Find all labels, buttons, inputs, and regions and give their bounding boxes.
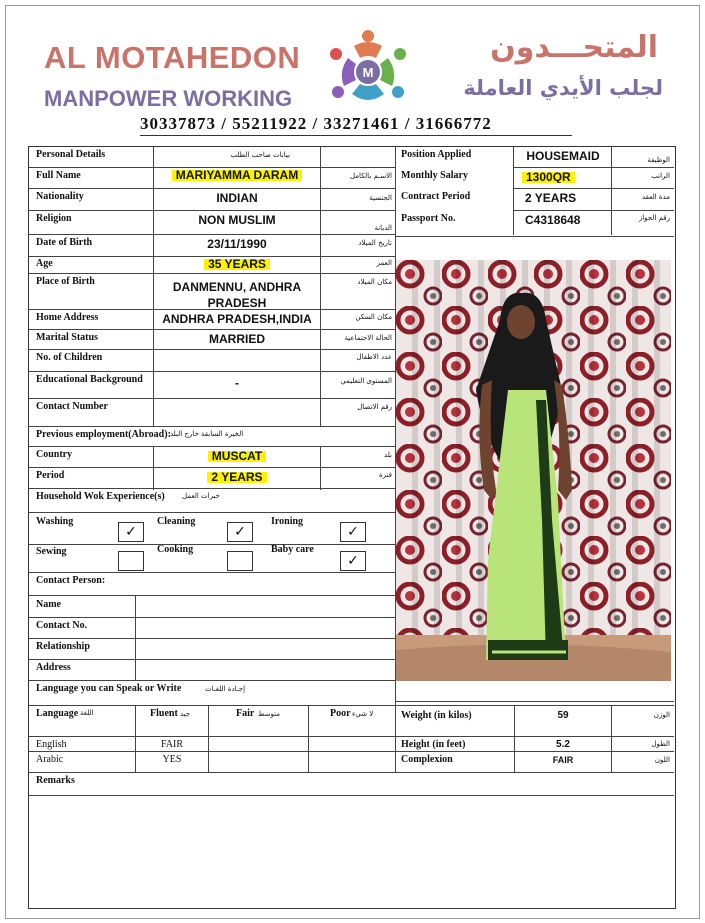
grid-line — [513, 210, 674, 211]
height-label: Height (in feet) — [401, 739, 466, 750]
svg-text:M: M — [362, 65, 374, 80]
grid-line — [208, 705, 209, 772]
grid-line — [320, 147, 321, 427]
skill-sewing-label: Sewing — [36, 546, 67, 557]
grid-line — [153, 446, 154, 490]
dob-value: 23/11/1990 — [207, 239, 267, 250]
position-value: HOUSEMAID — [526, 151, 600, 162]
skill-ironing-label: Ironing — [271, 516, 304, 527]
contact-number-label: Contact Number — [36, 401, 108, 412]
company-logo-icon — [318, 28, 418, 112]
age-value: 35 YEARS — [155, 259, 319, 270]
contract-label: Contract Period — [401, 191, 471, 202]
religion-value: NON MUSLIM — [198, 215, 276, 226]
education-value: - — [235, 378, 239, 389]
grid-line — [29, 467, 395, 468]
arabic-brand-name: المتحـــدون — [490, 30, 658, 65]
full-name-value: MARIYAMMA DARAM — [155, 170, 319, 181]
personal-details-ar: بيانات صاحب الطلب — [230, 151, 290, 159]
passport-label: Passport No. — [401, 213, 456, 224]
grid-line — [29, 595, 395, 596]
contract-ar: مدة العقد — [642, 193, 670, 201]
dob-label: Date of Birth — [36, 237, 93, 248]
weight-value: 59 — [557, 710, 569, 721]
pob-value: DANMENNU, ANDHRA PRADESH — [172, 280, 302, 310]
remarks-label: Remarks — [36, 775, 75, 786]
grid-line — [29, 188, 395, 189]
skill-babycare-label: Baby care — [271, 544, 314, 555]
position-ar: الوظيفة — [647, 156, 670, 164]
grid-line — [396, 701, 674, 702]
religion-ar: الديانة — [374, 224, 392, 232]
grid-line — [29, 772, 674, 773]
marital-status-ar: الحالة الاجتماعية — [344, 334, 392, 342]
grid-line — [320, 446, 321, 490]
lang-col-fluent-ar: جيد — [180, 710, 191, 718]
period-value: 2 YEARS — [155, 472, 319, 483]
brand-name: AL MOTAHEDON — [44, 40, 301, 75]
grid-line — [29, 273, 395, 274]
grid-line — [29, 398, 395, 399]
religion-label: Religion — [36, 213, 72, 224]
skill-cleaning-checkbox[interactable]: ✓ — [227, 522, 253, 542]
country-ar: بلد — [384, 451, 392, 459]
weight-ar: الوزن — [653, 711, 670, 719]
brand-subtitle: MANPOWER WORKING — [44, 86, 293, 111]
contact-row-address: Address — [36, 662, 71, 673]
education-label: Educational Background — [36, 374, 143, 385]
full-name-label: Full Name — [36, 170, 81, 181]
skill-cleaning-label: Cleaning — [157, 516, 196, 527]
home-address-ar: مكان السكن — [355, 313, 392, 321]
lang-english-label: English — [36, 739, 67, 750]
lang-col-fair-ar: متوسط — [258, 710, 280, 718]
salary-value: 1300QR — [522, 172, 602, 183]
dob-ar: تاريخ الميلاد — [358, 239, 392, 247]
grid-line — [29, 167, 395, 168]
grid-line — [29, 638, 395, 639]
lang-arabic-label: Arabic — [36, 754, 64, 765]
contact-number-ar: رقم الاتصال — [357, 403, 392, 411]
grid-line — [396, 236, 674, 237]
skill-washing-checkbox[interactable]: ✓ — [118, 522, 144, 542]
grid-line — [513, 188, 674, 189]
grid-line — [611, 147, 612, 235]
grid-line — [29, 234, 395, 235]
lang-english-fluent: FAIR — [160, 739, 184, 750]
lang-col-language-ar: اللغة — [80, 709, 94, 717]
grid-line — [29, 426, 395, 427]
nationality-value: INDIAN — [216, 193, 258, 204]
period-ar: فترة — [379, 471, 392, 479]
grid-line — [29, 446, 395, 447]
salary-ar: الراتب — [651, 172, 670, 180]
complexion-value: FAIR — [552, 755, 574, 765]
contact-row-relationship: Relationship — [36, 641, 90, 652]
contract-value: 2 YEARS — [525, 193, 577, 204]
prev-employment-label: Previous employment(Abroad): — [36, 429, 171, 440]
grid-line — [29, 751, 674, 752]
grid-line — [29, 705, 674, 706]
grid-line — [29, 371, 395, 372]
grid-line — [29, 617, 395, 618]
personal-details-label: Personal Details — [36, 149, 106, 160]
skill-cooking-label: Cooking — [157, 544, 194, 555]
passport-value: C4318648 — [525, 215, 581, 226]
height-value: 5.2 — [556, 739, 570, 750]
grid-line — [513, 167, 674, 168]
pob-label: Place of Birth — [36, 276, 95, 287]
children-label: No. of Children — [36, 352, 103, 363]
complexion-ar: اللون — [654, 756, 670, 764]
contact-person-label: Contact Person: — [36, 575, 106, 586]
grid-line — [29, 349, 395, 350]
prev-employment-ar: الخبرة السابقة خارج البلد — [170, 430, 244, 438]
passport-ar: رقم الجواز — [638, 214, 670, 222]
age-label: Age — [36, 258, 53, 269]
language-head-ar: إجـادة اللغـات — [205, 685, 246, 693]
grid-line — [29, 572, 395, 573]
skill-washing-label: Washing — [36, 516, 74, 527]
age-ar: العمر — [376, 259, 392, 267]
grid-line — [29, 680, 395, 681]
lang-col-language: Language — [36, 708, 79, 719]
grid-line — [29, 512, 395, 513]
grid-line — [29, 329, 395, 330]
home-address-value: ANDHRA PRADESH,INDIA — [162, 314, 312, 325]
contact-row-name: Name — [36, 599, 61, 610]
phone-numbers: 30337873 / 55211922 / 33271461 / 31666772 — [140, 114, 572, 136]
grid-line — [29, 659, 395, 660]
grid-line — [153, 147, 154, 427]
skill-babycare-checkbox[interactable]: ✓ — [340, 551, 366, 571]
contact-row-number: Contact No. — [36, 620, 88, 631]
arabic-brand-subtitle: لجلب الأيدي العاملة — [463, 76, 663, 100]
grid-line — [395, 705, 396, 772]
grid-line — [29, 736, 674, 737]
grid-line — [135, 595, 136, 681]
complexion-label: Complexion — [401, 754, 453, 765]
pob-ar: مكان الميلاد — [357, 278, 392, 286]
lang-col-fair: Fair — [236, 708, 255, 719]
full-name-ar: الاسـم بالكامل — [350, 172, 392, 180]
position-label: Position Applied — [401, 149, 472, 160]
grid-line — [29, 795, 674, 796]
letterhead — [0, 0, 705, 140]
skill-sewing-checkbox[interactable] — [118, 551, 144, 571]
skill-ironing-checkbox[interactable]: ✓ — [340, 522, 366, 542]
grid-line — [611, 705, 612, 772]
grid-line — [29, 488, 395, 489]
language-head-label: Language you can Speak or Write — [36, 683, 182, 694]
education-ar: المستوى التعليمي — [340, 377, 392, 385]
lang-col-poor: Poor — [330, 708, 351, 719]
nationality-ar: الجنسية — [369, 194, 392, 202]
period-label: Period — [36, 470, 65, 481]
lang-arabic-fluent: YES — [162, 754, 182, 765]
salary-label: Monthly Salary — [401, 170, 468, 181]
grid-line — [513, 147, 514, 235]
grid-line — [29, 210, 395, 211]
marital-status-value: MARRIED — [209, 334, 265, 345]
grid-line — [29, 256, 395, 257]
grid-line — [308, 705, 309, 772]
home-address-label: Home Address — [36, 312, 99, 323]
household-label: Household Wok Experience(s) — [36, 491, 165, 502]
country-value: MUSCAT — [155, 451, 319, 462]
applicant-photo — [396, 260, 671, 681]
nationality-label: Nationality — [36, 191, 84, 202]
remarks-value — [36, 798, 666, 898]
country-label: Country — [36, 449, 73, 460]
lang-col-fluent: Fluent — [150, 708, 178, 719]
height-ar: الطول — [651, 740, 670, 748]
lang-col-poor-ar: لا شيء — [352, 710, 374, 718]
weight-label: Weight (in kilos) — [401, 710, 472, 721]
household-ar: خبرات العمل — [182, 492, 220, 500]
marital-status-label: Marital Status — [36, 332, 98, 343]
skill-cooking-checkbox[interactable] — [227, 551, 253, 571]
children-ar: عدد الاطفال — [356, 353, 392, 361]
